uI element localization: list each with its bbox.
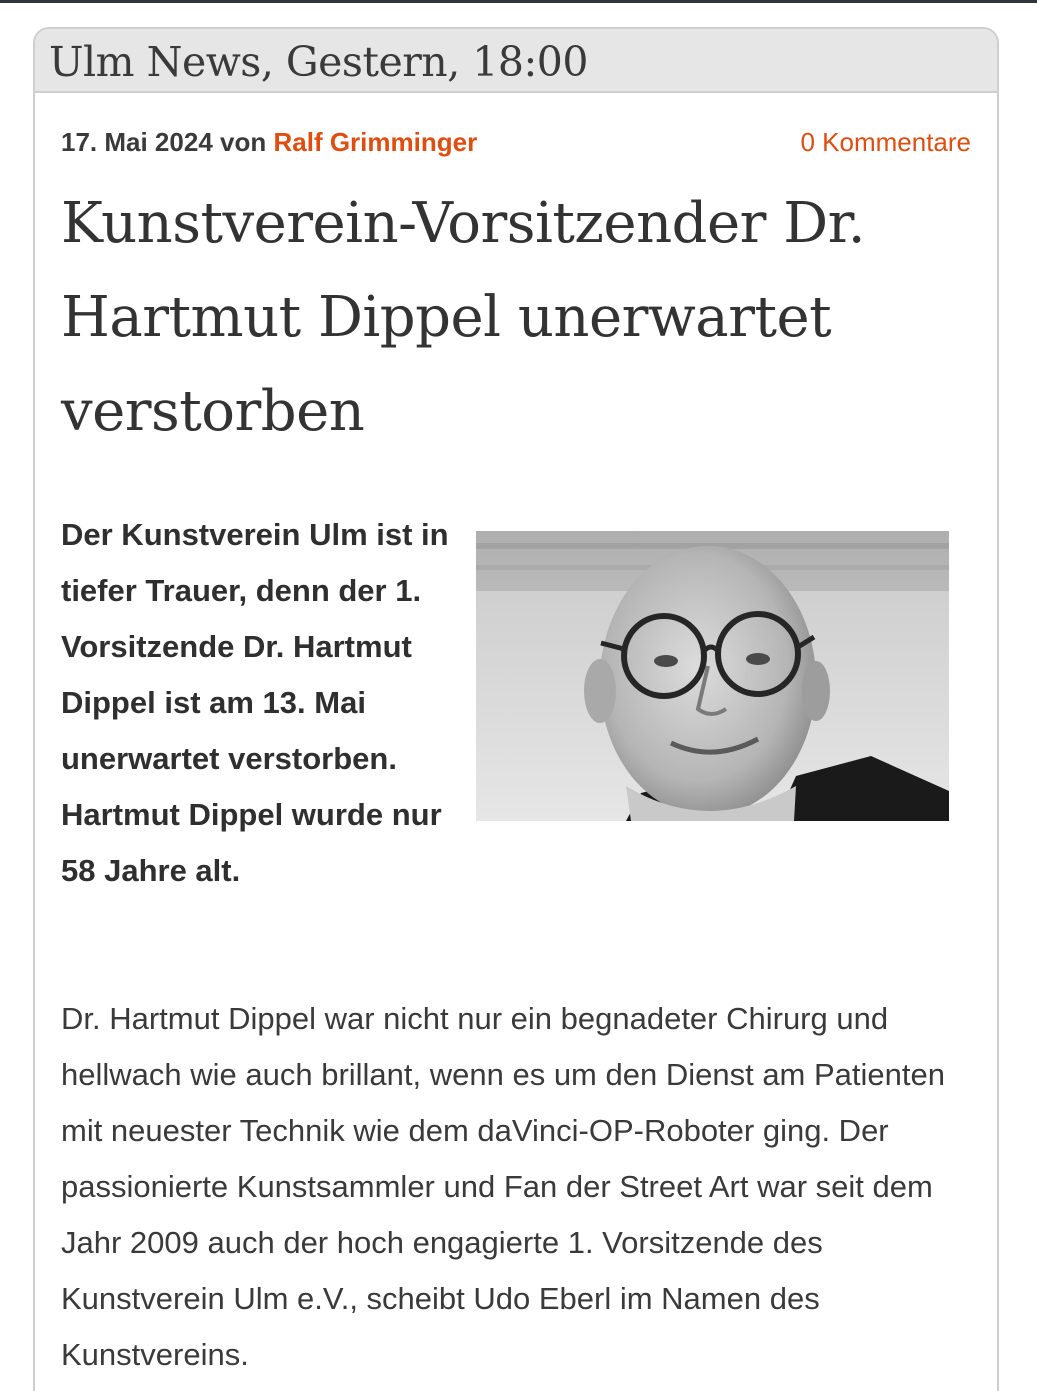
card-header bbox=[35, 29, 997, 93]
portrait-illustration bbox=[476, 531, 949, 821]
news-card[interactable] bbox=[33, 27, 999, 1391]
article-date: 17. Mai 2024 bbox=[61, 127, 213, 157]
by-label: von bbox=[220, 127, 267, 157]
article-headline[interactable]: Kunstverein-Vorsitzender Dr. Hartmut Dippel unerwartet verstorben bbox=[61, 191, 866, 444]
top-rule bbox=[0, 0, 1037, 3]
source-line: Ulm News, Gestern, 18:00 bbox=[49, 38, 588, 86]
article-meta bbox=[61, 125, 971, 159]
portrait-photo bbox=[476, 531, 949, 821]
comments-link[interactable]: 0 Kommentare bbox=[800, 127, 971, 157]
author-link[interactable]: Ralf Grimminger bbox=[273, 127, 478, 157]
article-body: Dr. Hartmut Dippel war nicht nur ein begnadeter Chirurg und hellwach wie auch brillant, wenn es um den Dienst am Patienten mit neuester Technik wie dem daVinci-OP-Roboter ging. Der passionierte Kunstsammler und Fan der Street Art war seit dem Jahr 2009 auch der hoch engagierte 1. Vorsitzende des Kunstverein Ulm e.V., scheibt Udo Eberl im Namen des Kunstvereins. bbox=[61, 1001, 945, 1372]
article-lead: Der Kunstverein Ulm ist in tiefer Trauer, denn der 1. Vorsitzende Dr. Hartmut Dippel ist am 13. Mai unerwartet verstorben. Hartmut Dippel wurde nur 58 Jahre alt. bbox=[61, 517, 449, 888]
